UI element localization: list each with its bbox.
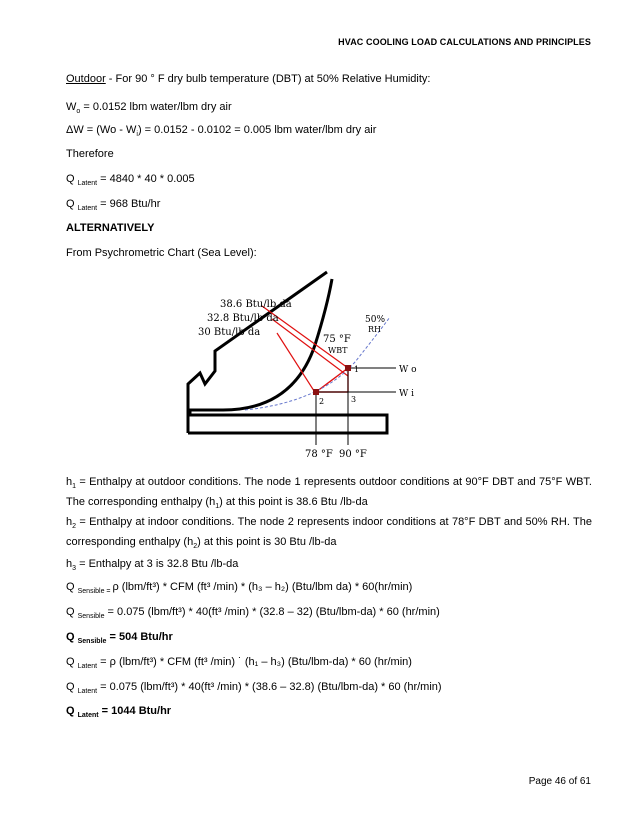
qs1-q: Q [66, 581, 78, 593]
process-line [316, 368, 348, 392]
q-latent-line-3 [66, 656, 412, 669]
ql4-rest: = 0.075 (lbm/ft³) * 40(ft³ /min) * (38.6 – 32.8) (Btu/lbm-da) * 60 (hr/min) [97, 681, 442, 693]
qs3-sub: Sensible [77, 638, 107, 646]
label-wbt: WBT [328, 346, 348, 355]
label-rh: RH [368, 325, 381, 334]
h2-sub: 2 [72, 523, 77, 531]
ql1-sub: Latent [77, 180, 98, 188]
qs2-rest: = 0.075 (lbm/ft³) * 40(ft³ /min) * (32.8 – 32) (Btu/lbm-da) * 60 (hr/min) [104, 606, 440, 618]
qs2-sub: Sensible [77, 613, 105, 621]
node-1-marker [345, 365, 351, 371]
ql2-sub: Latent [77, 205, 98, 213]
dw-sub: i [136, 131, 138, 139]
qs1-rest: ρ (lbm/ft³) * CFM (ft³ /min) * (h₃ – h₂) (Btu/lbm da) * 60(hr/min) [112, 581, 413, 593]
ql5-sub: Latent [77, 712, 99, 720]
outdoor-text: - For 90 ° F dry bulb temperature (DBT) at 50% Relative Humidity: [105, 73, 431, 85]
q-latent-line-1 [66, 173, 195, 186]
ql3-q: Q [66, 656, 78, 668]
h1-c: ) at this point is 38.6 Btu /lb-da [219, 496, 368, 508]
node-2-label: 2 [319, 397, 325, 406]
q-latent-line-4 [66, 681, 442, 694]
page-number: Page 46 of 61 [528, 776, 591, 787]
wo-rest: = 0.0152 lbm water/lbm dry air [80, 101, 232, 113]
ql4-q: Q [66, 681, 78, 693]
dw-line [66, 124, 376, 137]
wo-pre: W [66, 101, 77, 113]
h2-c: ) at this point is 30 Btu /lb-da [197, 536, 337, 548]
psychrometric-chart [150, 267, 592, 462]
h2-paragraph [66, 512, 592, 552]
outdoor-label: Outdoor [66, 73, 106, 85]
ql2-q: Q [66, 198, 78, 210]
label-38-6: 38.6 Btu/lb da [220, 299, 292, 310]
qs2-q: Q [66, 606, 78, 618]
dw-pre: ΔW = (Wo - W [66, 124, 137, 136]
label-90f: 90 °F [339, 449, 367, 460]
label-wo: W o [399, 365, 417, 375]
ql2-rest: = 968 Btu/hr [97, 198, 161, 210]
q-sensible-line-2 [66, 606, 440, 619]
q-latent-line-2 [66, 198, 160, 211]
ql1-rest: = 4840 * 40 * 0.005 [97, 173, 195, 185]
node-1-label: 1 [354, 365, 360, 374]
alt-text: ALTERNATIVELY [66, 222, 155, 234]
h2-b: = Enthalpy at indoor conditions. The node 2 represents indoor conditions at 78°F DBT and 50% RH. The corresponding enthalpy (h [66, 516, 592, 548]
h2-a: h [66, 516, 73, 528]
dw-rest: ) = 0.0152 - 0.0102 = 0.005 lbm water/lbm dry air [137, 124, 377, 136]
wo-sub: o [76, 108, 81, 116]
alternatively-heading [66, 222, 154, 235]
node-3-label: 3 [351, 395, 357, 404]
ql3-rest: = ρ (lbm/ft³) * CFM (ft³ /min) ˙ (h₁ – h₃) (Btu/lbm-da) * 60 (hr/min) [97, 656, 412, 668]
node-2-marker [313, 389, 319, 395]
q-sensible-result [66, 631, 173, 644]
chart-frame [188, 272, 387, 433]
ql4-sub: Latent [77, 688, 98, 696]
h1-paragraph [66, 472, 592, 512]
h1-a: h [66, 476, 73, 488]
ql5-rest: = 1044 Btu/hr [98, 705, 172, 717]
outdoor-line [66, 73, 430, 86]
q-latent-result [66, 705, 171, 718]
h3-a: h [66, 558, 73, 570]
qs3-q: Q [66, 631, 78, 643]
h1-sub2: 1 [215, 503, 220, 511]
ql5-q: Q [66, 705, 78, 717]
wo-line [66, 101, 232, 114]
enthalpy-line-30 [277, 333, 316, 394]
q-sensible-line-1 [66, 581, 412, 594]
h3-b: = Enthalpy at 3 is 32.8 Btu /lb-da [76, 558, 239, 570]
label-rh-percent: 50% [365, 315, 386, 325]
label-32-8: 32.8 Btu/lb da [207, 313, 279, 324]
qs1-sub: Sensible = [77, 588, 113, 596]
ql1-q: Q [66, 173, 78, 185]
h3-line [66, 558, 238, 571]
h3-sub: 3 [72, 565, 77, 573]
h2-sub2: 2 [193, 543, 198, 551]
ql3-sub: Latent [77, 663, 98, 671]
from-chart-text: From Psychrometric Chart (Sea Level): [66, 247, 257, 259]
h1-sub: 1 [72, 483, 77, 491]
qs3-rest: = 504 Btu/hr [106, 631, 173, 643]
therefore-text: Therefore [66, 148, 114, 160]
label-78f: 78 °F [305, 449, 333, 460]
h1-b: = Enthalpy at outdoor conditions. The node 1 represents outdoor conditions at 90°F DBT and 75°F WBT. The corresponding enthalpy (h [66, 476, 592, 508]
label-30: 30 Btu/lb da [198, 327, 261, 338]
label-wbt-temp: 75 °F [323, 334, 351, 345]
header-title: HVAC COOLING LOAD CALCULATIONS AND PRINCIPLES [338, 37, 591, 47]
label-wi: W i [399, 389, 414, 399]
